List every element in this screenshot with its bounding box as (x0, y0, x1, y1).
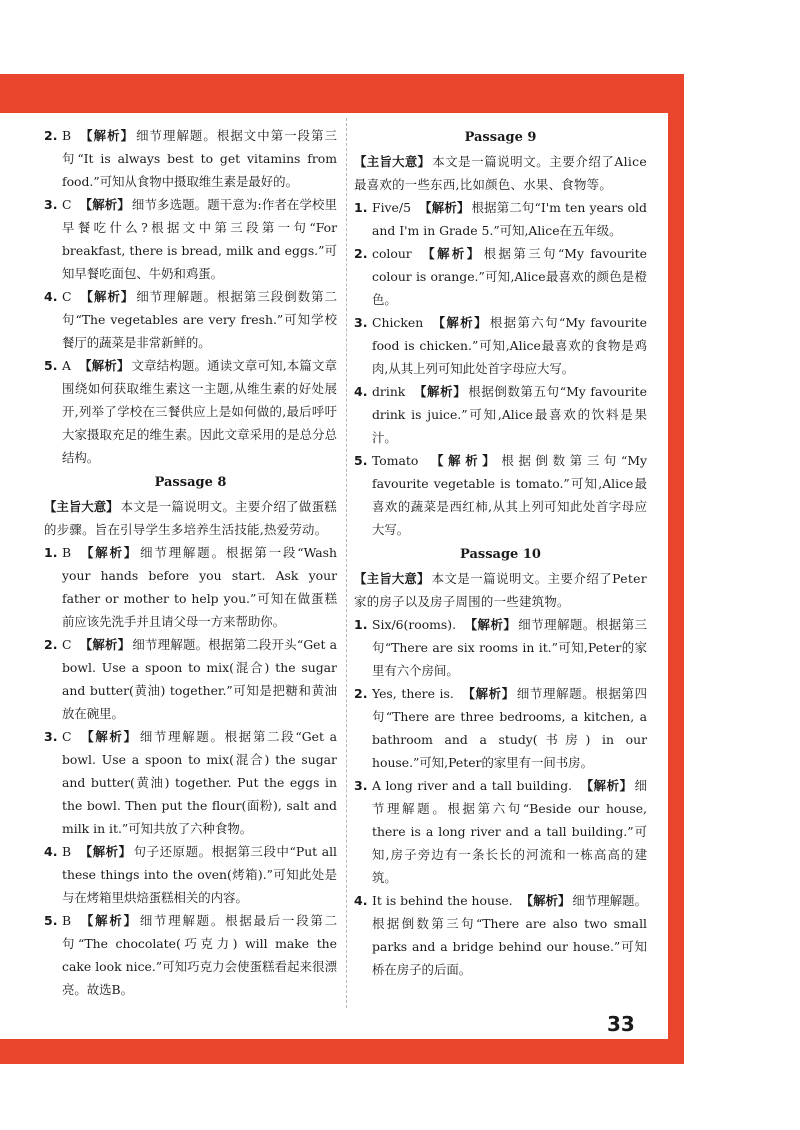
answer-key: B (62, 913, 72, 928)
answer-body (62, 285, 337, 354)
column-divider (346, 118, 347, 1008)
left-column (44, 124, 337, 1001)
answer-item (354, 449, 647, 541)
answer-key: C (62, 197, 72, 212)
answer-item (44, 124, 337, 193)
answer-item (354, 889, 647, 981)
answer-body (372, 613, 647, 682)
answer-item (354, 682, 647, 774)
question-number: 5. (44, 358, 58, 373)
answer-key: Tomato (372, 453, 419, 468)
main-idea-tag: 【主旨大意】 (44, 499, 119, 514)
answer-key: colour (372, 246, 412, 261)
analysis-tag: 【解析】 (520, 893, 571, 908)
question-number: 5. (44, 913, 58, 928)
answer-body (372, 682, 647, 774)
answer-body (372, 380, 647, 449)
answer-key: A long river and a tall building. (372, 778, 573, 793)
question-number: 3. (44, 729, 58, 744)
analysis-text: 句子还原题。根据第三段中“Put all these things into the oven(烤箱).”可知此处是与在烤箱里烘焙蛋糕相关的内容。 (62, 844, 338, 905)
analysis-text: 细节理解题。根据第三段倒数第二句“The vegetables are very fresh.”可知学校餐厅的蔬菜是非常新鲜的。 (62, 289, 338, 350)
answer-item (44, 541, 337, 633)
question-number: 2. (354, 246, 368, 261)
answer-item (44, 725, 337, 840)
analysis-tag: 【解析】 (79, 289, 135, 304)
analysis-tag: 【解析】 (464, 617, 517, 632)
question-number: 3. (354, 778, 368, 793)
answer-body (62, 541, 337, 633)
question-number: 1. (354, 200, 368, 215)
analysis-tag: 【解析】 (78, 358, 130, 373)
answer-body (372, 774, 647, 889)
answer-body (372, 242, 647, 311)
question-number: 4. (354, 384, 368, 399)
main-idea (354, 567, 647, 613)
answer-body (62, 840, 337, 909)
analysis-tag: 【解析】 (79, 545, 139, 560)
analysis-text: 细节理解题。根据第二段“Get a bowl. Use a spoon to mix(混合) the sugar and butter(黄油) together. Put the eggs in the bowl. Then put the flour(面粉), salt and milk in it.”可知共放了六种食物。 (62, 729, 338, 836)
main-idea (354, 150, 647, 196)
analysis-text: 细节理解题。根据第四句“There are three bedrooms, a kitchen, a bathroom and a study(书房) in our house.”可知,Peter的家里有一间书房。 (372, 686, 648, 770)
main-idea-text: 本文是一篇说明文。主要介绍了Peter家的房子以及房子周围的一些建筑物。 (354, 571, 647, 609)
question-number: 1. (44, 545, 58, 560)
analysis-tag: 【解析】 (79, 128, 135, 143)
answer-key: A (62, 358, 71, 373)
answer-item (44, 840, 337, 909)
page-number: 33 (607, 1012, 635, 1036)
analysis-tag: 【解析】 (461, 686, 515, 701)
answer-item (44, 909, 337, 1001)
answer-body (372, 311, 647, 380)
analysis-tag: 【解析】 (79, 844, 132, 859)
answer-key: Yes, there is. (372, 686, 454, 701)
answer-body (62, 354, 337, 469)
answer-item (44, 285, 337, 354)
answer-body (62, 124, 337, 193)
question-number: 1. (354, 617, 368, 632)
analysis-tag: 【解析】 (426, 453, 500, 468)
passage-title: Passage 10 (460, 547, 541, 562)
passage-title: Passage 8 (154, 475, 227, 490)
analysis-text: 细节理解题。根据倒数第三句“There are also two small parks and a bridge behind our house.”可知桥在房子的后面。 (372, 893, 648, 977)
answer-item (354, 613, 647, 682)
analysis-tag: 【解析】 (79, 197, 130, 212)
answer-key: C (62, 637, 72, 652)
main-idea-tag: 【主旨大意】 (354, 154, 431, 169)
answer-item (354, 242, 647, 311)
answer-item (354, 311, 647, 380)
answer-item (354, 774, 647, 889)
main-idea-text: 本文是一篇说明文。主要介绍了做蛋糕的步骤。旨在引导学生多培养生活技能,热爱劳动。 (44, 499, 337, 537)
analysis-tag: 【解析】 (79, 729, 138, 744)
analysis-text: 细节理解题。根据第一段“Wash your hands before you start. Ask your father or mother to help you.”可知在做蛋糕前应该先洗手并且请父母一方来帮助你。 (62, 545, 338, 629)
answer-body (372, 449, 647, 541)
answer-body (62, 725, 337, 840)
answer-item (44, 354, 337, 469)
analysis-tag: 【解析】 (419, 246, 482, 261)
analysis-tag: 【解析】 (413, 384, 467, 399)
analysis-text: 细节多选题。题干意为:作者在学校里早餐吃什么?根据文中第三段第一句“For breakfast, there is bread, milk and eggs.”可知早餐吃面包、牛奶和鸡蛋。 (62, 197, 337, 281)
answer-key: C (62, 289, 72, 304)
answer-body (372, 196, 647, 242)
main-idea-tag: 【主旨大意】 (354, 571, 430, 586)
analysis-text: 细节理解题。根据第三句“There are six rooms in it.”可知,Peter的家里有六个房间。 (372, 617, 648, 678)
question-number: 4. (44, 844, 58, 859)
question-number: 2. (44, 637, 58, 652)
question-number: 5. (354, 453, 368, 468)
right-column (354, 124, 647, 981)
question-number: 4. (44, 289, 58, 304)
answer-key: C (62, 729, 72, 744)
answer-item (44, 193, 337, 285)
question-number: 3. (354, 315, 368, 330)
answer-key: Six/6(rooms). (372, 617, 457, 632)
analysis-text: 根据第三句“My favourite colour is orange.”可知,Alice最喜欢的颜色是橙色。 (372, 246, 648, 307)
analysis-tag: 【解析】 (580, 778, 633, 793)
answer-body (62, 633, 337, 725)
answer-body (372, 889, 647, 981)
answer-item (44, 633, 337, 725)
main-idea (44, 495, 337, 541)
question-number: 2. (354, 686, 368, 701)
passage-title: Passage 9 (464, 130, 537, 145)
analysis-text: 细节理解题。根据文中第一段第三句“It is always best to get vitamins from food.”可知从食物中摄取维生素是最好的。 (62, 128, 338, 189)
analysis-text: 根据第六句“My favourite food is chicken.”可知,Alice最喜欢的食物是鸡肉,从其上列可知此处首字母应大写。 (372, 315, 648, 376)
answer-key: drink (372, 384, 406, 399)
question-number: 4. (354, 893, 368, 908)
answer-key: Chicken (372, 315, 424, 330)
analysis-text: 根据倒数第三句“My favourite vegetable is tomato.”可知,Alice最喜欢的蔬菜是西红柿,从其上列可知此处首字母应大写。 (372, 453, 648, 537)
analysis-text: 细节理解题。根据最后一段第二句“The chocolate(巧克力) will make the cake look nice.”可知巧克力会使蛋糕看起来很漂亮。故选B。 (62, 913, 338, 997)
analysis-tag: 【解析】 (418, 200, 470, 215)
analysis-tag: 【解析】 (79, 913, 138, 928)
answer-body (62, 193, 337, 285)
answer-body (62, 909, 337, 1001)
analysis-text: 根据倒数第五句“My favourite drink is juice.”可知,Alice最喜欢的饮料是果汁。 (372, 384, 647, 445)
analysis-tag: 【解析】 (79, 637, 131, 652)
answer-item (354, 196, 647, 242)
answer-key: B (62, 844, 72, 859)
answer-item (354, 380, 647, 449)
question-number: 2. (44, 128, 58, 143)
analysis-tag: 【解析】 (431, 315, 488, 330)
analysis-text: 细节理解题。根据第二段开头“Get a bowl. Use a spoon to mix(混合) the sugar and butter(黄油) together.”可知是把糖和黄油放在碗里。 (62, 637, 338, 721)
analysis-text: 文章结构题。通读文章可知,本篇文章围绕如何获取维生素这一主题,从维生素的好处展开,列举了学校在三餐供应上是如何做的,最后呼吁大家摄取充足的维生素。因此文章采用的是总分总结构。 (62, 358, 337, 465)
answer-key: B (62, 545, 72, 560)
answer-key: Five/5 (372, 200, 411, 215)
analysis-text: 细节理解题。根据第六句“Beside our house, there is a long river and a tall building.”可知,房子旁边有一条长长的河流和一栋高高的建筑。 (372, 778, 647, 885)
answer-key: It is behind the house. (372, 893, 513, 908)
main-idea-text: 本文是一篇说明文。主要介绍了Alice最喜欢的一些东西,比如颜色、水果、食物等。 (354, 154, 647, 192)
analysis-text: 根据第二句“I'm ten years old and I'm in Grade 5.”可知,Alice在五年级。 (372, 200, 647, 238)
question-number: 3. (44, 197, 58, 212)
answer-key: B (62, 128, 72, 143)
